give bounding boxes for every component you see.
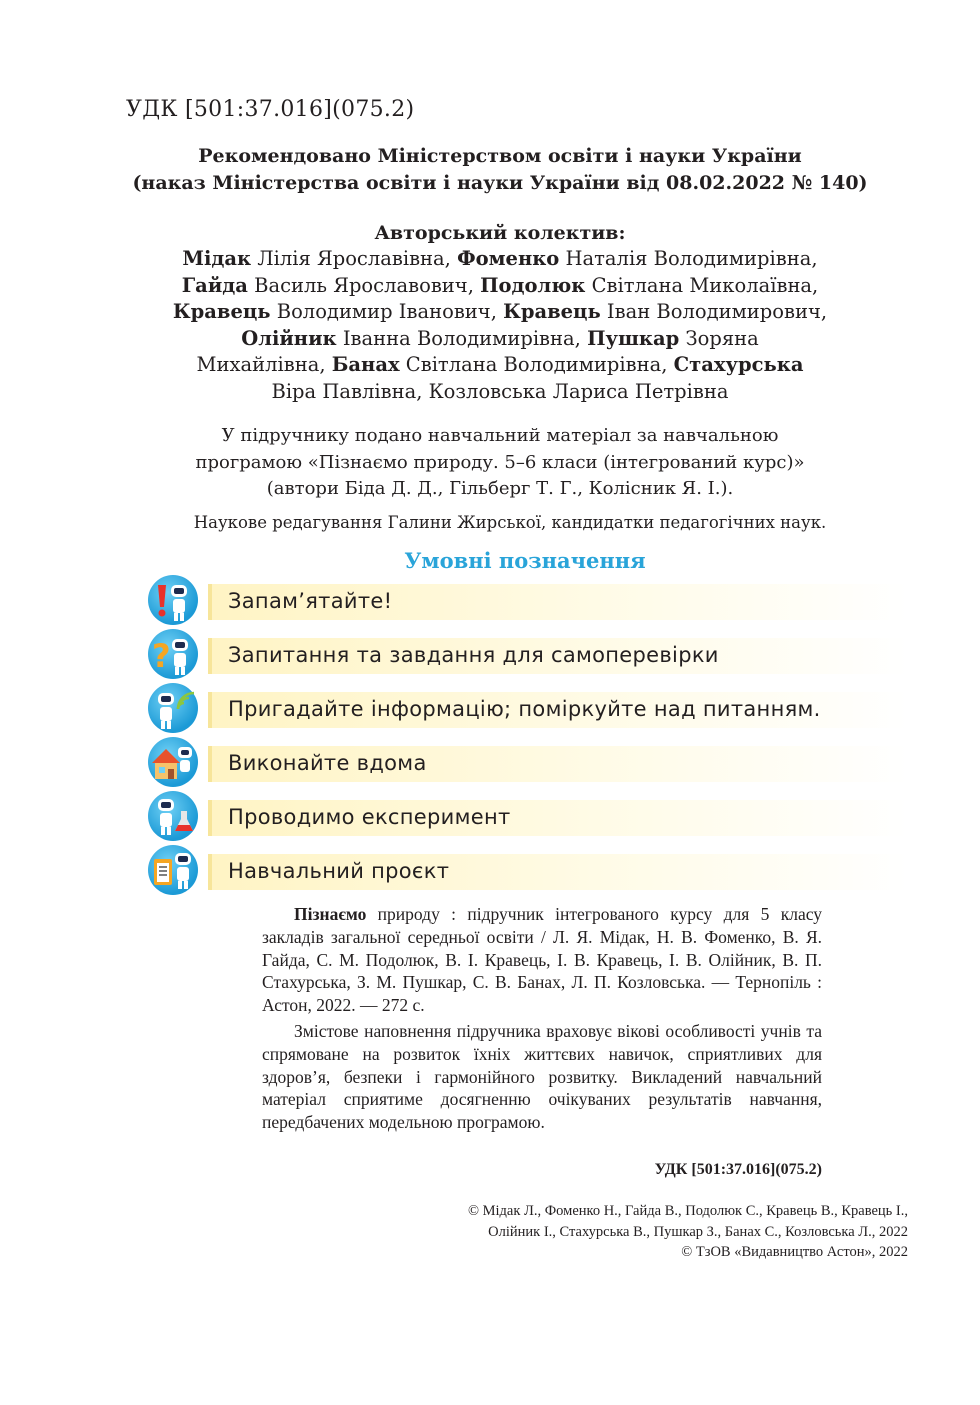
author-name: Зоряна <box>685 326 759 350</box>
author-name: Віра Павлівна, Козловська Лариса Петрівна <box>271 379 729 403</box>
question-robot-icon <box>148 629 198 679</box>
udk-top: УДК [501:37.016](075.2) <box>126 97 415 122</box>
biblio-text: природу : підручник інтегрованого курсу для 5 класу закладів загальної середньої освіти / Л. Я. Мідак, Н. В. Фоменко, В. Я. Гайда, С. М. Подолюк, В. І. Кравець, І. В. Кравець, І. В. Олійник, В. П. Стахурська, З. М. Пушкар, С. В. Банах, Л. П. Козловська. — Тернопіль : Астон, 2022. — 272 с. <box>262 904 822 1016</box>
author-surname: Пушкар <box>587 326 680 350</box>
authors-line <box>120 273 880 300</box>
author-surname: Стахурська <box>673 353 804 376</box>
author-name: Іванна Володимирівна, <box>342 326 581 350</box>
author-name: Іван Володимирович, <box>606 300 828 323</box>
legend-label: Виконайте вдома <box>228 751 427 775</box>
authors-line <box>120 352 880 379</box>
author-name: Василь Ярославович, <box>254 273 474 297</box>
biblio-paragraph-2: Змістове наповнення підручника враховує вікові особливості учнів та спрямоване на розвиток їхніх життєвих навичок, сприятливих для здоров’я, безпеки і гармонійного розвитку. Викладений навчальний матеріал сприятиме досягненню очікуваних результатів навчання, передбачених модельною програмою. <box>262 1020 822 1133</box>
author-surname: Гайда <box>181 273 248 297</box>
editor-note: Наукове редагування Галини Жирської, кандидатки педагогічних наук. <box>193 513 827 532</box>
copyright-line3: © ТзОВ «Видавництво Астон», 2022 <box>681 1244 908 1260</box>
authors-title: Авторський колектив: <box>374 222 626 244</box>
exclamation-robot-icon <box>148 575 198 625</box>
authors-line <box>120 246 880 273</box>
author-surname: Кравець <box>503 300 601 323</box>
author-surname: Фоменко <box>457 247 560 270</box>
legend-label: Запам’ятайте! <box>228 589 393 613</box>
author-name: Світлана Володимирівна, <box>405 353 668 376</box>
legend-item <box>148 629 908 679</box>
program-line2: програмою «Пізнаємо природу. 5–6 класи (інтегрований курс)» <box>195 451 805 473</box>
legend-title: Умовні позначення <box>404 548 646 573</box>
program-line3: (автори Біда Д. Д., Гільберг Т. Г., Колісник Я. І.). <box>266 478 734 499</box>
author-surname: Олійник <box>241 326 337 350</box>
authors-line <box>120 299 880 326</box>
author-surname: Банах <box>331 353 400 376</box>
bibliographic-description <box>262 903 822 1134</box>
copyright-line1: © Мідак Л., Фоменко Н., Гайда В., Подолюк С., Кравець В., Кравець І., <box>467 1203 908 1219</box>
author-name: Лілія Ярославівна, <box>257 247 451 270</box>
legend-label: Проводимо експеримент <box>228 805 511 829</box>
legend-label: Навчальний проєкт <box>228 859 450 883</box>
legend-item <box>148 845 908 895</box>
authors-list <box>120 246 880 405</box>
author-surname: Кравець <box>172 300 271 323</box>
legend-item <box>148 737 908 787</box>
recommendation-line2: (наказ Міністерства освіти і науки України від 08.02.2022 № 140) <box>132 172 868 194</box>
legend-label: Пригадайте інформацію; поміркуйте над питанням. <box>228 697 821 721</box>
legend-label: Запитання та завдання для самоперевірки <box>228 643 719 667</box>
signal-robot-icon <box>148 683 198 733</box>
house-robot-icon <box>148 737 198 787</box>
recommendation <box>120 143 880 197</box>
recommendation-line1: Рекомендовано Міністерством освіти і науки України <box>198 145 802 167</box>
authors-line <box>120 326 880 353</box>
copyright-line2: Олійник І., Стахурська В., Пушкар З., Банах С., Козловська Л., 2022 <box>488 1223 908 1240</box>
biblio-paragraph-1 <box>262 903 822 1017</box>
author-surname: Мідак <box>182 247 252 270</box>
author-name: Володимир Іванович, <box>276 300 497 323</box>
legend-item <box>148 791 908 841</box>
svg-text:?: ? <box>152 637 171 675</box>
clipboard-robot-icon <box>148 845 198 895</box>
flask-robot-icon <box>148 791 198 841</box>
program-line1: У підручнику подано навчальний матеріал за навчальною <box>221 425 779 446</box>
program-note <box>120 423 880 503</box>
legend-item <box>148 575 908 625</box>
author-name: Наталія Володимирівна, <box>565 247 818 270</box>
biblio-title: Пізнаємо <box>294 904 367 924</box>
author-surname: Подолюк <box>480 273 586 297</box>
authors-line <box>120 379 880 406</box>
author-name: Світлана Миколаївна, <box>591 273 819 297</box>
legend-item <box>148 683 908 733</box>
udk-bottom: УДК [501:37.016](075.2) <box>654 1161 822 1178</box>
copyright <box>468 1201 908 1263</box>
author-name: Михайлівна, <box>196 353 326 376</box>
